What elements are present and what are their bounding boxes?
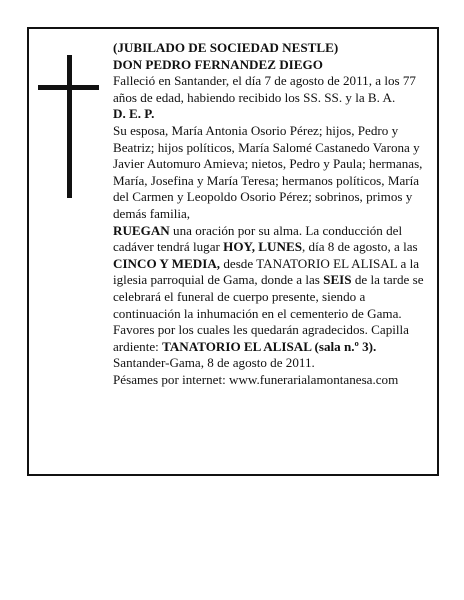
service-day: HOY, LUNES: [223, 239, 302, 255]
service-date: , día 8 de agosto, a las: [301, 239, 418, 255]
route-text: desde TANATORIO EL ALISAL a la iglesia parroquial de Gama, donde a las: [113, 255, 420, 288]
service-details: [113, 223, 425, 356]
cross-horizontal-bar: [38, 85, 99, 90]
place-date: Santander-Gama, 8 de agosto de 2011.: [113, 355, 315, 371]
dep-line: D. E. P.: [113, 106, 155, 122]
obituary-notice: [27, 27, 439, 476]
online-condolences: Pésames por internet: www.funerarialamontanesa.com: [113, 371, 399, 387]
deceased-name: DON PEDRO FERNANDEZ DIEGO: [113, 56, 323, 72]
prayer-text: una oración por su alma. La conducción del cadáver tendrá lugar: [113, 222, 403, 255]
funeral-time: SEIS: [323, 272, 352, 288]
cross-vertical-bar: [67, 55, 72, 198]
ruegan-text: RUEGAN: [113, 222, 170, 238]
death-statement: Falleció en Santander, el día 7 de agosto de 2011, a los 77 años de edad, habiendo recibido los SS. SS. y la B. A.: [113, 73, 416, 105]
service-time: CINCO Y MEDIA,: [113, 255, 221, 271]
obituary-text: [113, 40, 425, 388]
family-list: Su esposa, María Antonia Osorio Pérez; hijos, Pedro y Beatriz; hijos políticos, María Salomé Castanedo Varona y Javier Automuro Amieva; nietos, Pedro y Paula; hermanas, María, Josefina y María Teresa; hermanos políticos, María del Carmen y Leopoldo Osorio Pérez; sobrinos, primos y demás familia,: [113, 122, 423, 221]
affiliation-line: (JUBILADO DE SOCIEDAD NESTLE): [113, 40, 339, 55]
chapel-location: TANATORIO EL ALISAL (sala n.º 3).: [162, 338, 377, 354]
funeral-text: de la tarde se celebrará el funeral de cuerpo presente, siendo a continuación la inhumación en el cementerio de Gama. Favores por los cuales les quedarán agradecidos. Capilla ardiente:: [113, 272, 424, 354]
